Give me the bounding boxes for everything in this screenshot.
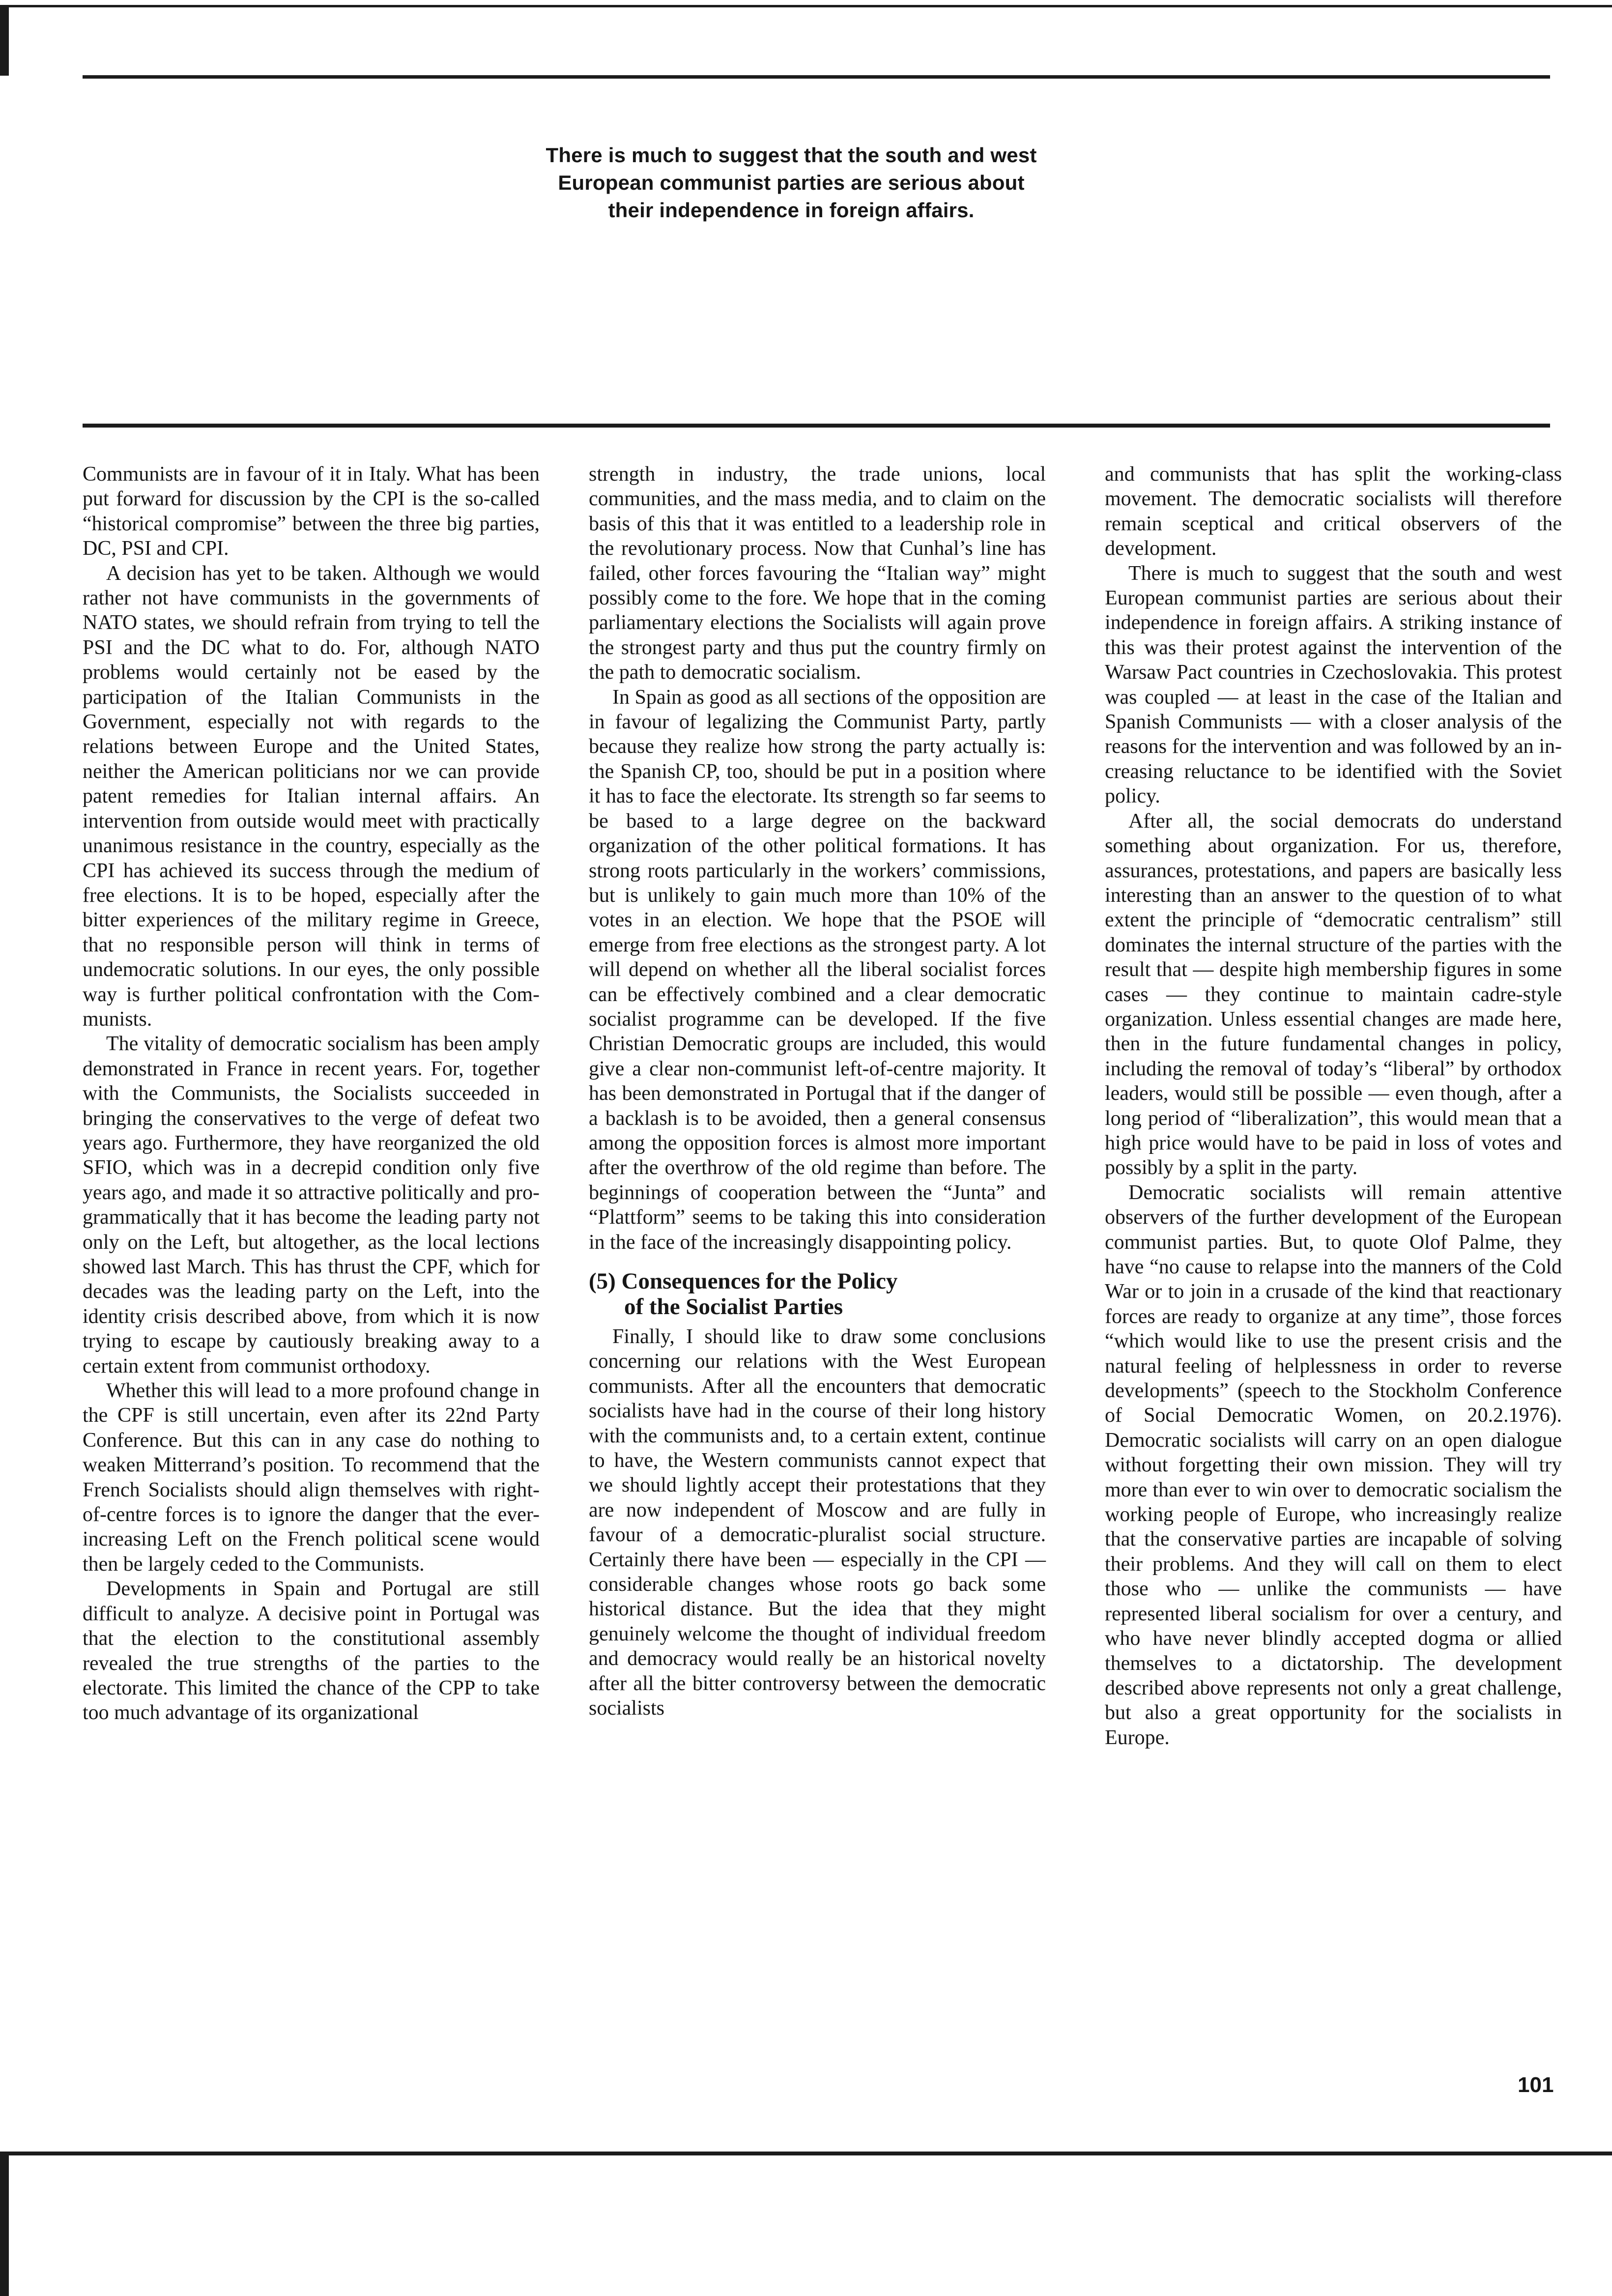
page-bottom-rule	[0, 2152, 1612, 2155]
pull-quote-bottom-rule	[83, 424, 1550, 428]
paragraph: Whether this will lead to a more profound change in the CPF is still uncertain, even after its 22nd Party Conference. But this can in any case do nothing to weaken Mitterrand’s position. To recommend that the French Socialists should align themselves with right-of-centre forces is to ignore the danger that the ever-increasing Left on the French political scene would then be largely ceded to the Communists.	[83, 1379, 540, 1576]
pull-quote: There is much to suggest that the south and west European communist parties are serious about their independence in foreign affairs.	[546, 144, 1037, 222]
page-edge-bar-bottom	[0, 2152, 9, 2296]
page-number: 101	[1518, 2073, 1554, 2097]
text-column-2	[589, 462, 1046, 1721]
text-column-1	[83, 462, 540, 1725]
paragraph: The vitality of democratic socialism has been amply demonstrated in France in recent years. For, together with the Communists, the Socialists succeeded in bringing the conservatives to the verge of defeat two years ago. Furthermore, they have reorganized the old SFIO, which was in a decrepid condition only five years ago, and made it so attractive politically and programmatically that it has become the leading party not only on the Left, but altogether, as the local lections showed last March. This has thrust the CPF, which for decades was the leading party on the Left, into the identity crisis described above, from which it is now trying to escape by cautiously breaking away to a certain extent from communist orthodoxy.	[83, 1033, 540, 1378]
paragraph: strength in industry, the trade unions, local communities, and the mass media, and to claim on the basis of this that it was entitled to a leadership role in the revolutionary process. Now that Cunhal’s line has failed, other forces favouring the “Italian way” might possibly come to the fore. We hope that in the coming parliamentary elections the Socialists will again prove the strongest party and thus put the country firmly on the path to democratic socialism.	[589, 463, 1046, 684]
paragraph: Communists are in favour of it in Italy. What has been put forward for discussion by the CPI is the so-called “historical compromise” between the three big parties, DC, PSI and CPI.	[83, 463, 540, 560]
text-column-3	[1105, 462, 1562, 1750]
page-edge-bar	[0, 7, 9, 76]
paragraph: After all, the social democrats do understand something about organization. For us, therefore, assurances, protestations, and papers are basically less interesting than an answer to the question of to what extent the principle of “democratic centralism” still dominates the internal structure of the parties with the result that — despite high membership figures in some cases — they continue to maintain cadre-style organization. Unless essential changes are made here, then in the future fundamental changes in policy, including the removal of today’s “liberal” by orthodox leaders, would still be possible — even though, after a long period of “liberalization”, this would mean that a high price would have to be paid in loss of votes and possibly by a split in the party.	[1105, 809, 1562, 1179]
section-heading-line-2: of the Socialist Parties	[624, 1294, 843, 1320]
paragraph: Developments in Spain and Portugal are still difficult to analyze. A decisive point in Portugal was that the election to the constitutional assembly revealed the true strengths of the parties to the electorate. This limited the chance of the CPP to take too much advantage of its organizational	[83, 1578, 540, 1724]
section-heading	[589, 1268, 1046, 1320]
paragraph: There is much to suggest that the south and west European communist parties are serious about their independence in foreign affairs. A striking instance of this was their protest against the intervention of the Warsaw Pact countries in Czechoslovakia. This protest was coupled — at least in the case of the Italian and Spanish Communists — with a closer analysis of the reasons for the intervention and was followed by an increasing reluctance to be identified with the Soviet policy.	[1105, 562, 1562, 808]
section-heading-line-1: (5) Consequences for the Policy	[589, 1268, 898, 1294]
paragraph: In Spain as good as all sections of the opposition are in favour of legalizing the Communist Party, partly because they realize how strong the party actually is: the Spanish CP, too, should be put in a position where it has to face the electorate. Its strength so far seems to be based to a large degree on the backward organization of the other political formations. It has strong roots particularly in the workers’ commissions, but is unlikely to gain much more than 10% of the votes in an election. We hope that the PSOE will emerge from free elections as the strongest party. A lot will depend on whether all the liberal socialist forces can be effectively combined and a clear democratic socialist programme can be developed. If the five Christian Democratic groups are included, this would give a clear non-communist left-of-centre majority. It has been demonstrated in Portugal that if the danger of a backlash is to be avoided, then a general consensus among the opposition forces is almost more important after the overthrow of the old regime than before. The beginnings of cooperation between the “Junta” and “Plattform” seems to be taking this into consideration in the face of the increasingly disappointing policy.	[589, 686, 1046, 1254]
paragraph: and communists that has split the working-class movement. The democratic socialists will therefore remain sceptical and critical observers of the development.	[1105, 463, 1562, 560]
paragraph: A decision has yet to be taken. Although we would rather not have communists in the governments of NATO states, we should refrain from trying to tell the PSI and the DC what to do. For, although NATO problems would certainly not be eased by the participation of the Italian Communists in the Government, especially not with regards to the relations between Europe and the United States, neither the American politicians nor we can provide patent remedies for Italian internal affairs. An intervention from outside would meet with practically unanimous resistance in the country, especially as the CPI has achieved its success through the medium of free elections. It is to be hoped, especially after the bitter experiences of the military regime in Greece, that no responsible person will think in terms of undemocratic solutions. In our eyes, the only possible way is further political confrontation with the Communists.	[83, 562, 540, 1031]
paragraph: Finally, I should like to draw some conclusions concerning our relations with the West European communists. After all the encounters that democratic socialists have had in the course of their long history with the communists and, to a certain extent, continue to have, the Western communists cannot expect that we should lightly accept their protestations that they are now independent of Moscow and are fully in favour of a democratic-pluralist social structure. Certainly there have been — especially in the CPI — considerable changes whose roots go back some historical distance. But the idea that they might genuinely welcome the thought of individual freedom and democracy would really be an historical novelty after all the bitter controversy between the democratic socialists	[589, 1325, 1046, 1720]
pull-quote-top-rule	[83, 75, 1550, 79]
page-top-rule	[0, 5, 1612, 7]
paragraph: Democratic socialists will remain attentive observers of the further development of the European communist parties. But, to quote Olof Palme, they have “no cause to relapse into the manners of the Cold War or to join in a crusade of the kind that reactionary forces are ready to organize at any time”, those forces “which would like to use the present crisis and the natural feeling of helplessness in order to reverse developments” (speech to the Stockholm Conference of Social Democratic Women, on 20.2.1976). Democratic socialists will carry on an open dialogue without forgetting their own mission. They will try more than ever to win over to democratic socialism the working people of Europe, who increasingly realize that the conservative parties are incapable of solving their problems. And they will call on them to elect those who — unlike the communists — have represented liberal socialism for over a century, and who have never blindly accepted dogma or allied themselves to a dictatorship. The development described above represents not only a great challenge, but also a great opportunity for the socialists in Europe.	[1105, 1181, 1562, 1749]
